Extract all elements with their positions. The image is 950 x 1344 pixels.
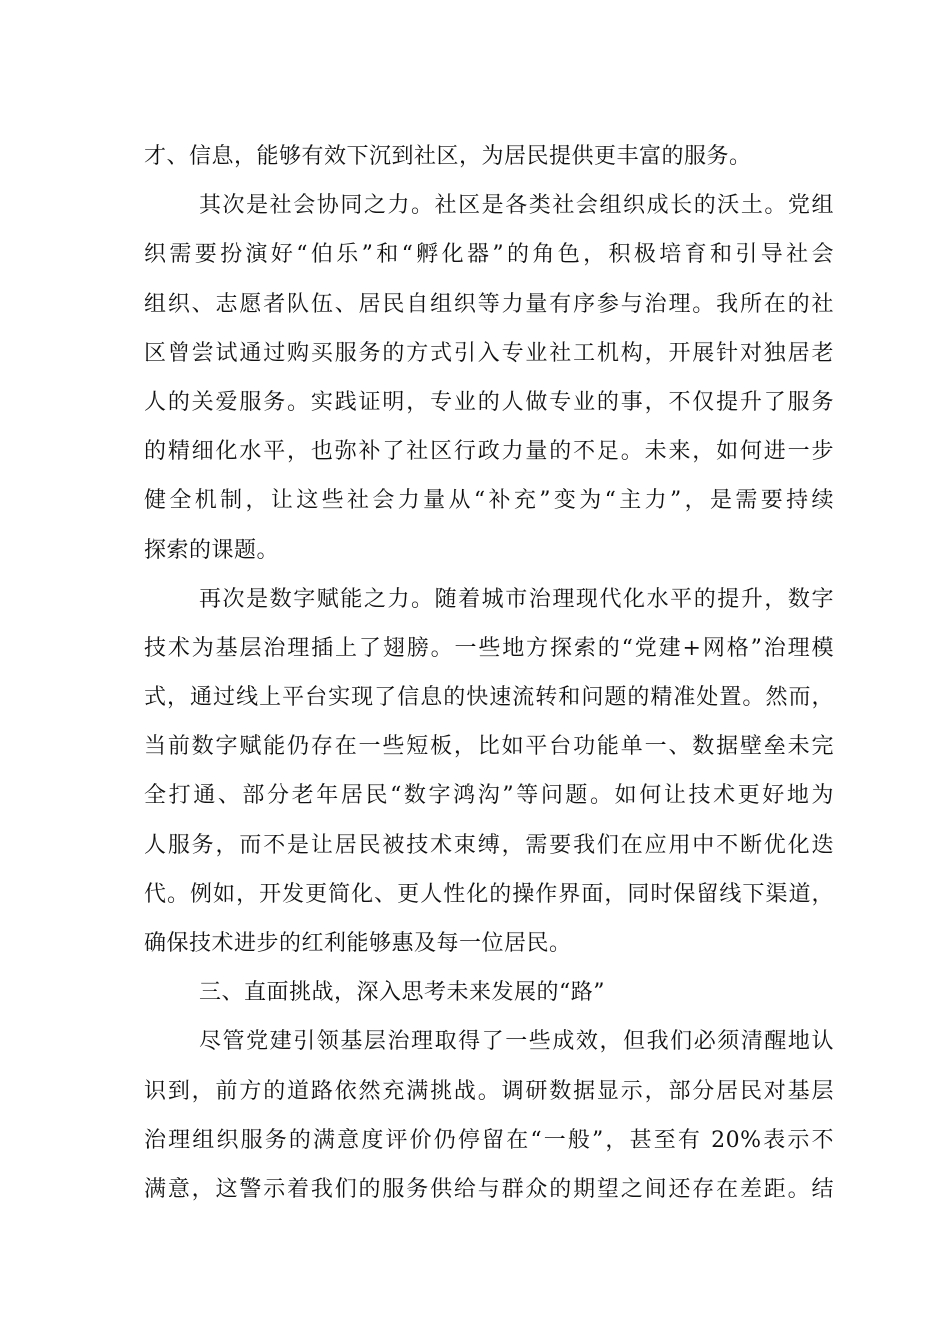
text-line: 代。例如，开发更简化、更人性化的操作界面，同时保留线下渠道， bbox=[144, 881, 834, 907]
text-line: 的精细化水平，也弥补了社区行政力量的不足。未来，如何进一步 bbox=[144, 439, 834, 465]
text-line: 区曾尝试通过购买服务的方式引入专业社工机构，开展针对独居老 bbox=[144, 340, 834, 366]
text-line: 人的关爱服务。实践证明，专业的人做专业的事，不仅提升了服务 bbox=[144, 389, 834, 415]
paragraph-first-line: 三、直面挑战，深入思考未来发展的“路” bbox=[199, 980, 605, 1006]
document-body bbox=[144, 132, 834, 1214]
text-line: 确保技术进步的红利能够惠及每一位居民。 bbox=[144, 931, 572, 956]
text-line: 满意，这警示着我们的服务供给与群众的期望之间还存在差距。结 bbox=[144, 1176, 834, 1202]
text-line: 人服务，而不是让居民被技术束缚，需要我们在应用中不断优化迭 bbox=[144, 832, 834, 858]
text-line: 全打通、部分老年居民“数字鸿沟”等问题。如何让技术更好地为 bbox=[144, 783, 834, 809]
text-line: 才、信息，能够有效下沉到社区，为居民提供更丰富的服务。 bbox=[144, 144, 752, 169]
text-line: 当前数字赋能仍存在一些短板，比如平台功能单一、数据壁垒未完 bbox=[144, 734, 834, 760]
text-line: 技术为基层治理插上了翅膀。一些地方探索的“党建+网格”治理模 bbox=[144, 635, 834, 661]
paragraph-first-line: 其次是社会协同之力。社区是各类社会组织成长的沃土。党组 bbox=[199, 193, 834, 219]
text-line: 织需要扮演好“伯乐”和“孵化器”的角色，积极培育和引导社会 bbox=[144, 242, 834, 268]
text-line: 式，通过线上平台实现了信息的快速流转和问题的精准处置。然而， bbox=[144, 685, 834, 711]
text-line: 识到，前方的道路依然充满挑战。调研数据显示，部分居民对基层 bbox=[144, 1078, 834, 1104]
paragraph-first-line: 尽管党建引领基层治理取得了一些成效，但我们必须清醒地认 bbox=[199, 1029, 834, 1055]
text-line: 健全机制，让这些社会力量从“补充”变为“主力”，是需要持续 bbox=[144, 488, 834, 514]
text-line: 探索的课题。 bbox=[144, 537, 280, 563]
paragraph-first-line: 再次是数字赋能之力。随着城市治理现代化水平的提升，数字 bbox=[199, 586, 834, 612]
text-line: 组织、志愿者队伍、居民自组织等力量有序参与治理。我所在的社 bbox=[144, 291, 834, 317]
text-line: 治理组织服务的满意度评价仍停留在“一般”，甚至有 20%表示不 bbox=[144, 1127, 834, 1153]
